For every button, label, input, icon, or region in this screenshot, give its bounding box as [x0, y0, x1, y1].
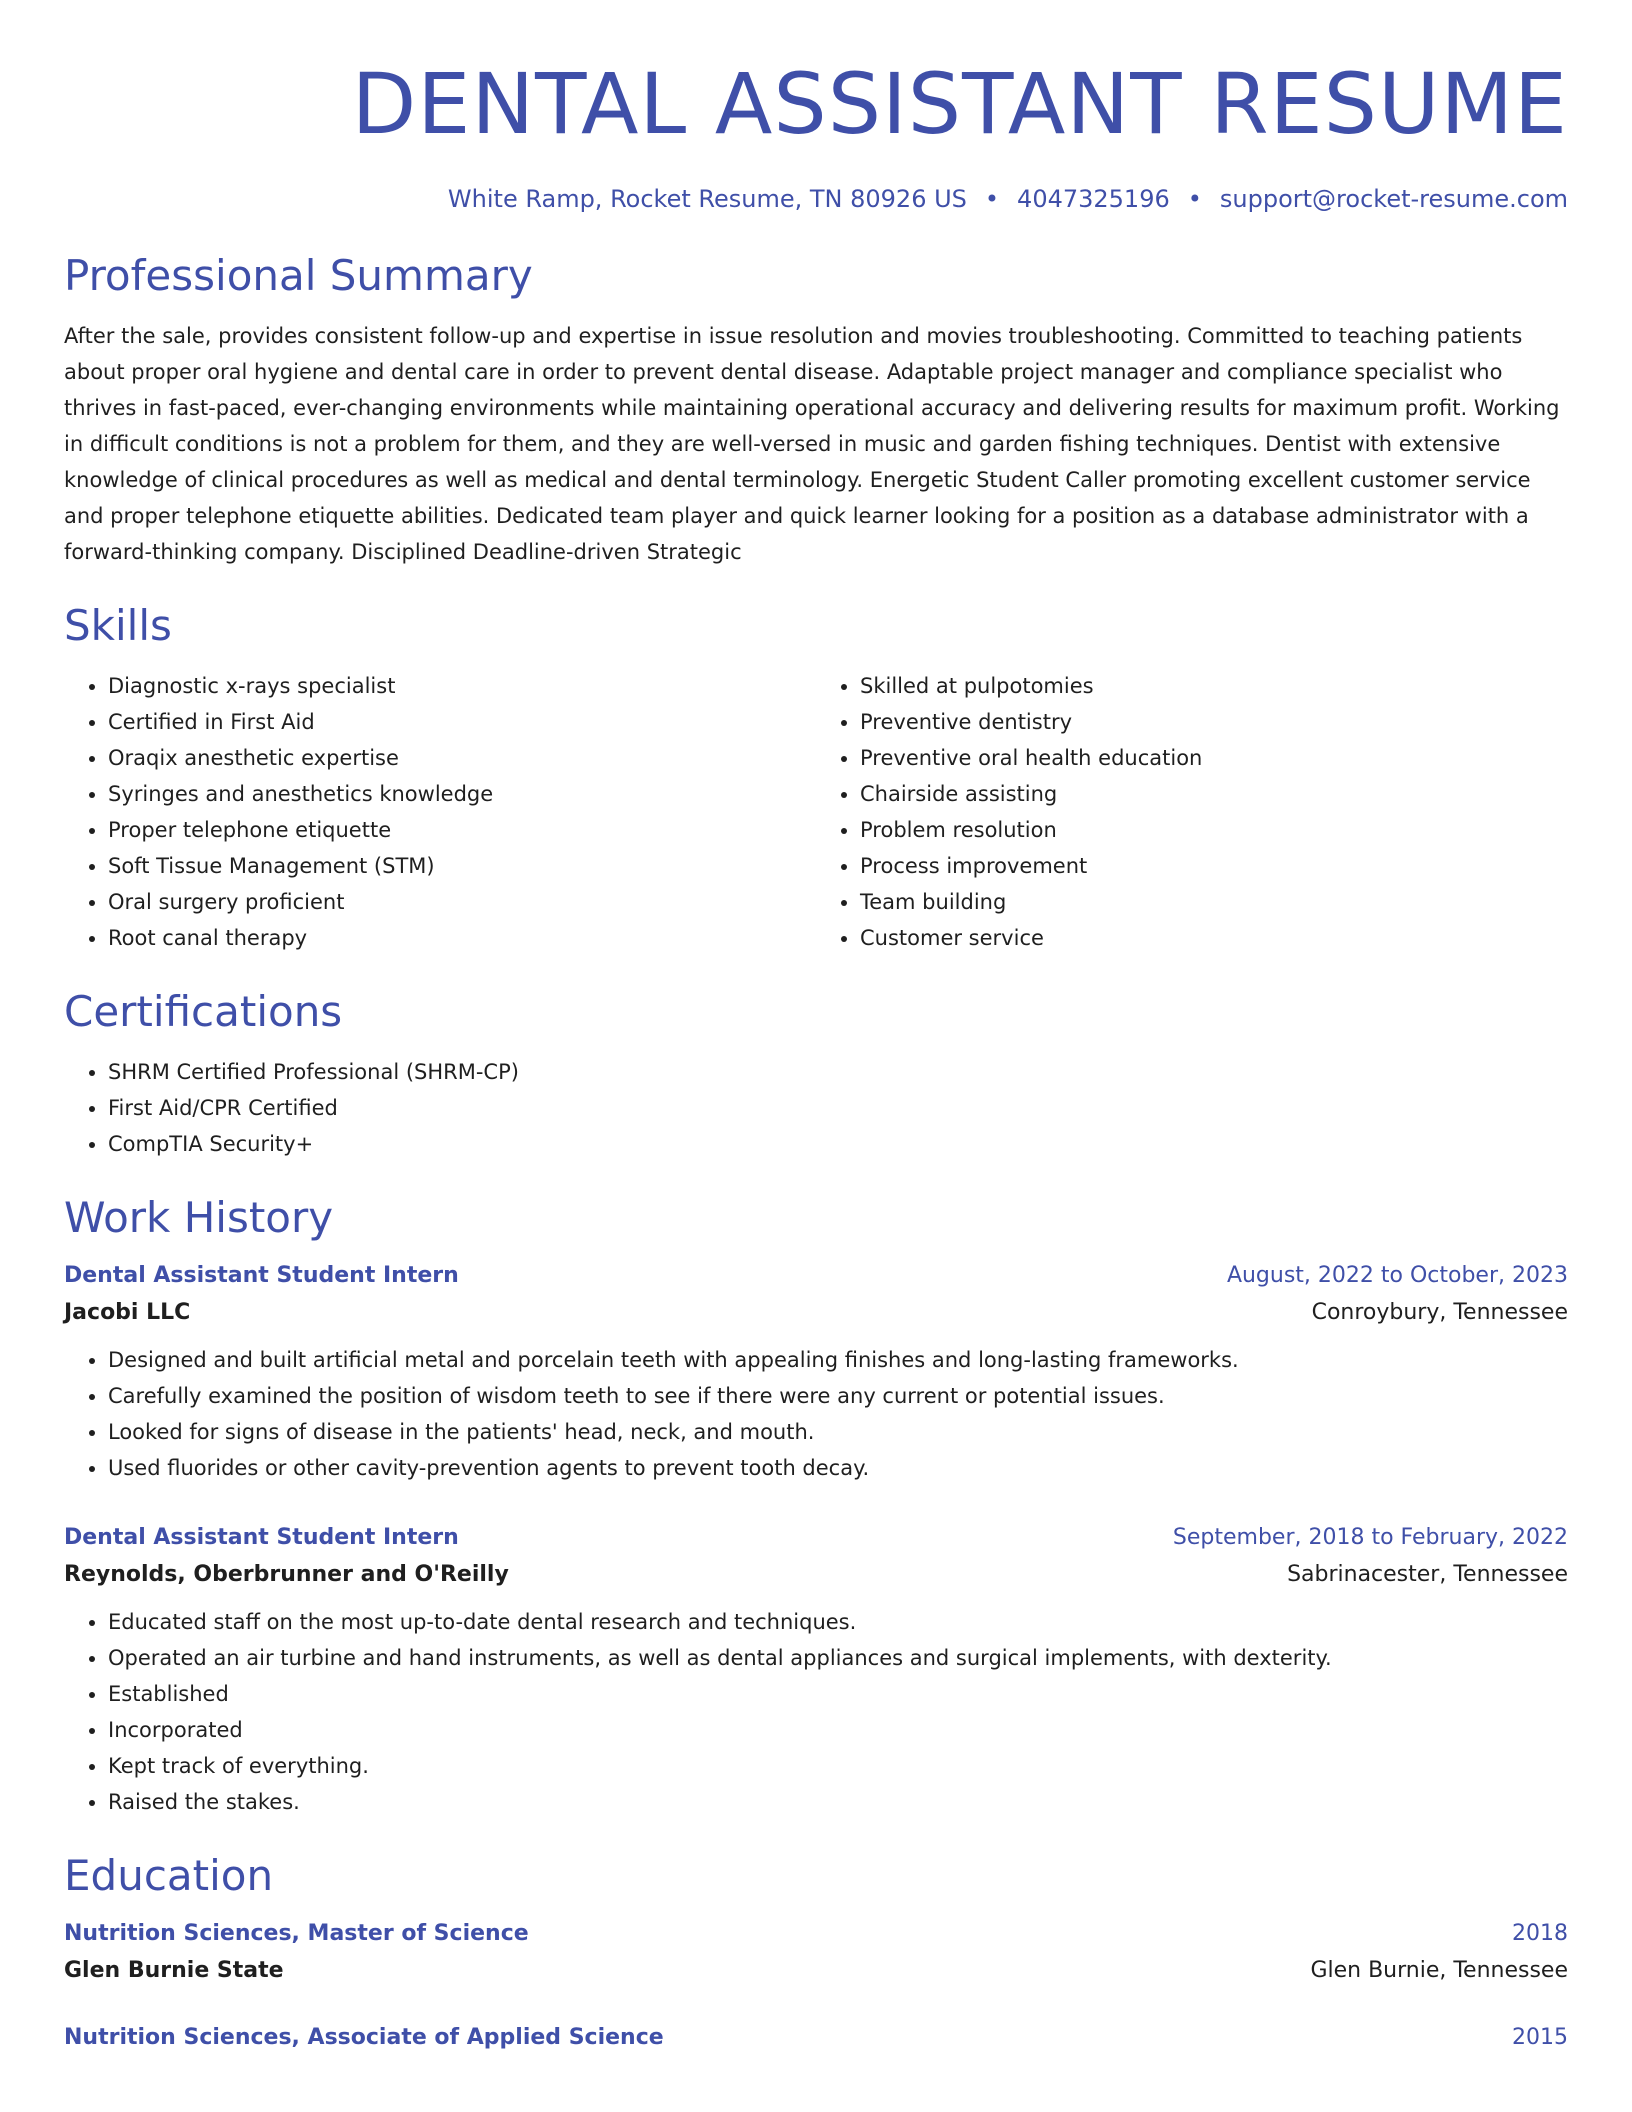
job-title-row: [64, 1520, 1568, 1556]
job-bullet: • Looked for signs of disease in the patients' head, neck, and mouth.: [108, 1414, 1568, 1450]
skill-item: • Syringes and anesthetics knowledge: [108, 776, 816, 812]
job-entry: [64, 1520, 1568, 1820]
skill-item: • Skilled at pulpotomies: [860, 668, 1568, 704]
education-degree: Nutrition Sciences, Master of Science: [64, 1921, 529, 1946]
job-bullet: • Carefully examined the position of wisdom teeth to see if there were any current or potential issues.: [108, 1378, 1568, 1414]
work-history-section: [64, 1190, 1568, 1820]
skills-grid: [64, 668, 1568, 956]
job-company: Reynolds, Oberbrunner and O'Reilly: [64, 1562, 509, 1587]
education-entry: [64, 2020, 1568, 2056]
education-year: 2015: [1512, 2025, 1568, 2050]
skill-item: • Root canal therapy: [108, 920, 816, 956]
certification-item: • CompTIA Security+: [108, 1126, 1568, 1162]
job-title-row: [64, 1258, 1568, 1294]
summary-heading: Professional Summary: [64, 251, 533, 300]
contact-address: White Ramp, Rocket Resume, TN 80926 US: [447, 185, 967, 213]
education-entry: [64, 1916, 1568, 1990]
job-title: Dental Assistant Student Intern: [64, 1525, 459, 1550]
certifications-section: [64, 984, 1568, 1162]
skills-list-left: [64, 668, 816, 956]
skill-item: • Preventive dentistry: [860, 704, 1568, 740]
job-bullet: • Educated staff on the most up-to-date dental research and techniques.: [108, 1604, 1568, 1640]
job-dates: August, 2022 to October, 2023: [1226, 1263, 1568, 1288]
job-bullet: • Used fluorides or other cavity-prevention agents to prevent tooth decay.: [108, 1450, 1568, 1486]
summary-text: After the sale, provides consistent follow-up and expertise in issue resolution and movies troubleshooting. Committed to teaching patients about proper oral hygiene and dental care in order to prevent dental disease. Adaptable project manager and compliance specialist who thrives in fast-paced, ever-changing environments while maintaining operational accuracy and delivering results for maximum profit. Working in difficult conditions is not a problem for them, and they are well-versed in music and garden fishing techniques. Dentist with extensive knowledge of clinical procedures as well as medical and dental terminology. Energetic Student Caller promoting excellent customer service and proper telephone etiquette abilities. Dedicated team player and quick learner looking for a position as a database administrator with a forward-thinking company. Disciplined Deadline-driven Strategic: [64, 324, 1560, 564]
education-location: Glen Burnie, Tennessee: [1310, 1958, 1568, 1983]
job-title: Dental Assistant Student Intern: [64, 1263, 459, 1288]
job-bullet: • Incorporated: [108, 1712, 1568, 1748]
skills-list-right: [816, 668, 1568, 956]
resume-title: DENTAL ASSISTANT RESUME: [351, 55, 1568, 153]
education-section: [64, 1848, 1568, 2056]
contact-email: support@rocket-resume.com: [1219, 185, 1568, 213]
job-bullets: [64, 1604, 1568, 1820]
skill-item: • Process improvement: [860, 848, 1568, 884]
skill-item: • Diagnostic x-rays specialist: [108, 668, 816, 704]
job-bullet: • Established: [108, 1676, 1568, 1712]
certifications-heading: Certifications: [64, 987, 343, 1036]
job-company-row: [64, 1556, 1568, 1594]
skill-item: • Oraqix anesthetic expertise: [108, 740, 816, 776]
job-bullet: • Operated an air turbine and hand instruments, as well as dental appliances and surgical implements, with dexterity.: [108, 1640, 1568, 1676]
job-company: Jacobi LLC: [64, 1300, 191, 1325]
skill-item: • Chairside assisting: [860, 776, 1568, 812]
contact-line: [64, 182, 1568, 216]
education-school: Glen Burnie State: [64, 1958, 284, 1983]
job-location: Conroybury, Tennessee: [1311, 1300, 1568, 1325]
job-bullet: • Kept track of everything.: [108, 1748, 1568, 1784]
education-year: 2018: [1512, 1921, 1568, 1946]
job-location: Sabrinacester, Tennessee: [1287, 1562, 1568, 1587]
job-bullets: [64, 1342, 1568, 1486]
skill-item: • Soft Tissue Management (STM): [108, 848, 816, 884]
skills-section: [64, 598, 1568, 956]
skill-item: • Oral surgery proficient: [108, 884, 816, 920]
skill-item: • Customer service: [860, 920, 1568, 956]
education-degree-row: [64, 2020, 1568, 2056]
certifications-list: [64, 1054, 1568, 1162]
job-bullet: • Raised the stakes.: [108, 1784, 1568, 1820]
skill-item: • Proper telephone etiquette: [108, 812, 816, 848]
job-entry: [64, 1258, 1568, 1486]
contact-phone: 4047325196: [1017, 185, 1170, 213]
job-company-row: [64, 1294, 1568, 1332]
certification-item: • SHRM Certified Professional (SHRM-CP): [108, 1054, 1568, 1090]
education-degree: Nutrition Sciences, Associate of Applied Science: [64, 2025, 664, 2050]
education-degree-row: [64, 1916, 1568, 1952]
skill-item: • Team building: [860, 884, 1568, 920]
work-history-heading: Work History: [64, 1193, 334, 1242]
summary-section: [64, 248, 1568, 570]
job-dates: September, 2018 to February, 2022: [1172, 1525, 1568, 1550]
skill-item: • Problem resolution: [860, 812, 1568, 848]
skills-heading: Skills: [64, 601, 172, 650]
certification-item: • First Aid/CPR Certified: [108, 1090, 1568, 1126]
job-bullet: • Designed and built artificial metal and porcelain teeth with appealing finishes and long-lasting frameworks.: [108, 1342, 1568, 1378]
contact-separator: •: [984, 185, 1000, 213]
education-school-row: [64, 1952, 1568, 1990]
education-heading: Education: [64, 1851, 274, 1900]
skill-item: • Certified in First Aid: [108, 704, 816, 740]
contact-separator: •: [1187, 185, 1202, 213]
skill-item: • Preventive oral health education: [860, 740, 1568, 776]
